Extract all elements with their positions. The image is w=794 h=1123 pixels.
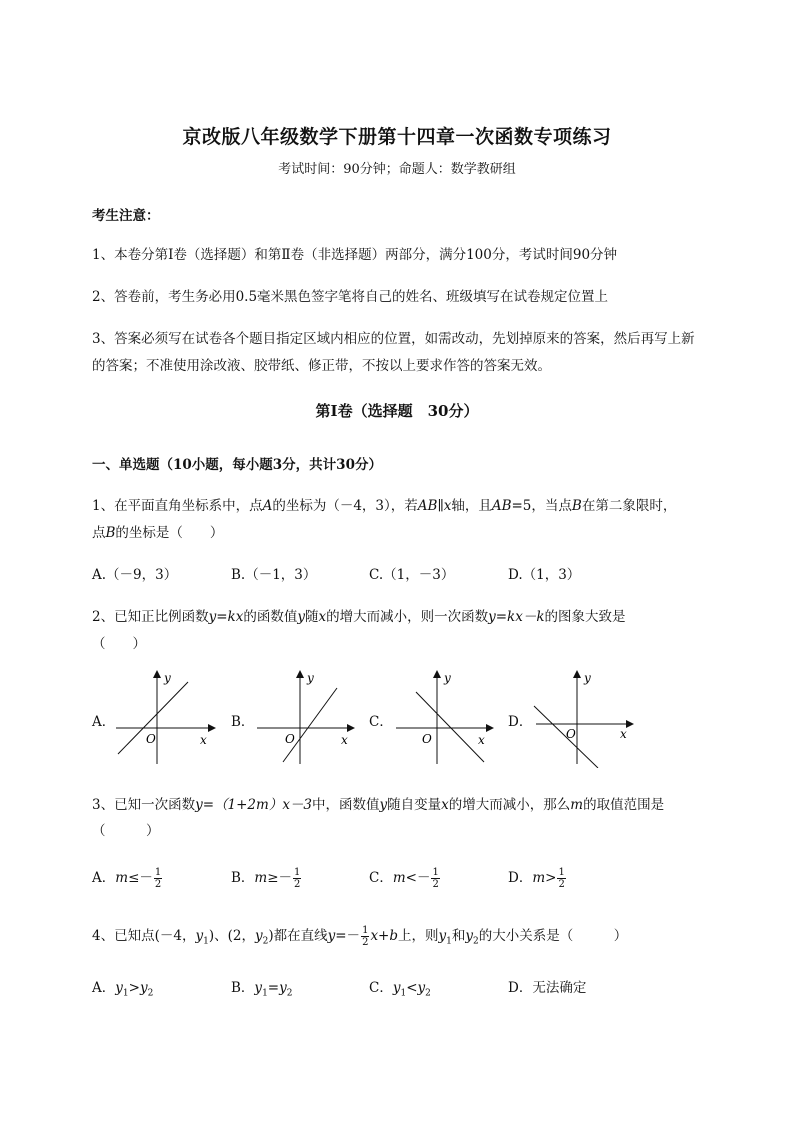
axis-y-label: y xyxy=(584,671,591,685)
q1-option-b[interactable]: B.（－1，3） xyxy=(231,567,317,583)
q4-option-a[interactable]: A．$y_1>y_2$ xyxy=(92,980,154,999)
axis-x-label: x xyxy=(200,733,207,747)
q4-option-d[interactable]: D．无法确定 xyxy=(508,980,587,996)
axis-x-label: x xyxy=(620,727,627,741)
q2-graph-d[interactable] xyxy=(532,668,662,768)
axis-y-label: y xyxy=(307,671,314,685)
notice-item: 3、答案必须写在试卷各个题目指定区域内相应的位置，如需改动，先划掉原来的答案，然后再写上新 xyxy=(92,331,695,347)
axis-x-label: x xyxy=(478,733,485,747)
q2-option-d-label[interactable]: D． xyxy=(508,714,533,730)
q2-graph-c[interactable] xyxy=(392,668,522,768)
q1-option-c[interactable]: C.（1，－3） xyxy=(369,567,455,583)
origin-label: O xyxy=(146,732,156,746)
origin-label: O xyxy=(422,732,432,746)
q1-option-a[interactable]: A.（－9，3） xyxy=(92,567,178,583)
page-title: 京改版八年级数学下册第十四章一次函数专项练习 xyxy=(182,126,612,148)
part-heading: 一、单选题（10小题，每小题3分，共计30分） xyxy=(92,457,382,473)
q4-option-c[interactable]: C．$y_1<y_2$ xyxy=(369,980,431,999)
question-1-text-cont: 点B的坐标是（ ） xyxy=(92,525,224,541)
q2-option-b-label[interactable]: B． xyxy=(231,714,255,730)
question-3-text-cont: （ ） xyxy=(92,823,160,839)
notice-heading: 考生注意： xyxy=(92,208,160,224)
q3-option-c[interactable]: C．m<－ $\frac{1}{2}$ xyxy=(369,867,439,890)
origin-label: O xyxy=(566,727,576,741)
question-1-text: 1、在平面直角坐标系中，点A的坐标为（－4，3），若AB∥x轴，且AB=5，当点B在第二象限时， xyxy=(92,498,677,514)
notice-item: 1、本卷分第I卷（选择题）和第Ⅱ卷（非选择题）两部分，满分100分，考试时间90分钟 xyxy=(92,247,618,263)
q3-option-d[interactable]: D．m> $\frac{1}{2}$ xyxy=(508,867,565,890)
q3-option-a[interactable]: A．m≤－ $\frac{1}{2}$ xyxy=(92,867,162,890)
q2-option-a-label[interactable]: A． xyxy=(92,714,116,730)
q2-option-c-label[interactable]: C． xyxy=(369,714,393,730)
question-4-text: 4、已知点(－4，$y_1$)、(2，$y_2$)都在直线y=－ $\frac{1}{2}$ x+b上，则$y_1$和$y_2$的大小关系是（ ） xyxy=(92,925,628,948)
section-title: 第I卷（选择题 30分） xyxy=(315,402,479,420)
question-3-text: 3、已知一次函数y=（1+2m）x－3中，函数值y随自变量x的增大而减小，那么m的取值范围是 xyxy=(92,797,665,813)
q1-option-d[interactable]: D.（1，3） xyxy=(508,567,581,583)
notice-item: 的答案；不准使用涂改液、胶带纸、修正带，不按以上要求作答的答案无效。 xyxy=(92,358,551,374)
page-subtitle: 考试时间：90分钟；命题人：数学教研组 xyxy=(278,162,516,177)
q3-option-b[interactable]: B．m≥－ $\frac{1}{2}$ xyxy=(231,867,301,890)
origin-label: O xyxy=(285,732,295,746)
axis-y-label: y xyxy=(444,671,451,685)
notice-item: 2、答卷前，考生务必用0.5毫米黑色签字笔将自己的姓名、班级填写在试卷规定位置上 xyxy=(92,289,609,305)
question-2-text: 2、已知正比例函数y=kx的函数值y随x的增大而减小，则一次函数y=kx－k的图象大致是 xyxy=(92,609,626,625)
axis-y-label: y xyxy=(164,671,171,685)
q4-option-b[interactable]: B．$y_1=y_2$ xyxy=(231,980,293,999)
axis-x-label: x xyxy=(341,733,348,747)
q2-graph-b[interactable] xyxy=(253,668,383,768)
q2-graph-a[interactable] xyxy=(112,668,242,768)
question-2-text-cont: （ ） xyxy=(92,636,146,652)
